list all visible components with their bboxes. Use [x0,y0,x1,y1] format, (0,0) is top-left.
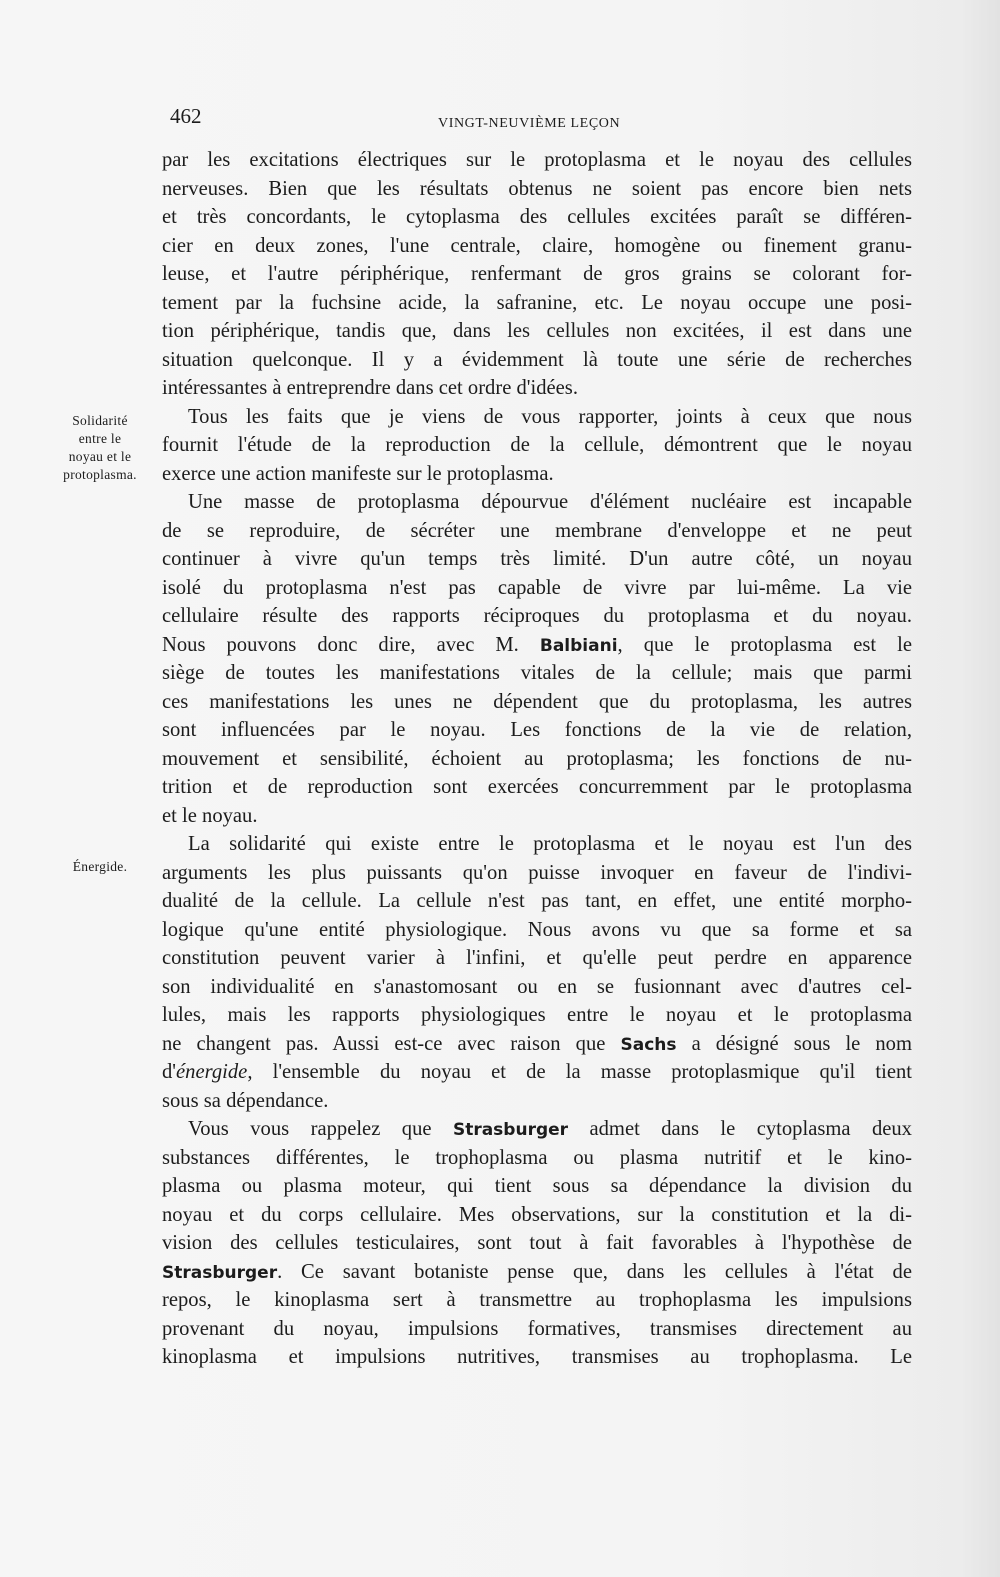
margin-note-energide [48,858,152,876]
text-segment: , que le protoplasma est le [617,633,912,656]
text-line: lules, mais les rapports physiologiques entre le noyau et le protoplasma [162,1004,912,1026]
text-line: leuse, et l'autre périphérique, renfermant de gros grains se colorant for- [162,263,912,285]
text-line [162,1030,912,1059]
author-name-strasburger: Strasburger [162,1262,278,1283]
text-line: La solidarité qui existe entre le protoplasma et le noyau est l'un des [188,833,912,855]
text-line: de se reproduire, de sécréter une membrane d'enveloppe et ne peut [162,519,912,542]
text-segment: ne changent pas. Aussi est-ce avec raison que [162,1032,606,1055]
text-line: fournit l'étude de la reproduction de la cellule, démontrent que le noyau [162,434,912,456]
text-line: constitution peuvent varier à l'infini, et qu'elle peut perdre en apparence [162,947,912,969]
text-line: intéressantes à entreprendre dans cet ordre d'idées. [162,377,578,399]
text-line: tement par la fuchsine acide, la safranine, etc. Le noyau occupe une posi- [162,291,912,314]
text-segment: admet dans le cytoplasma deux [589,1118,912,1140]
text-line: noyau et du corps cellulaire. Mes observations, sur la constitution et la di- [162,1203,912,1226]
text-line: Tous les faits que je viens de vous rapporter, joints à ceux que nous [188,405,912,428]
text-segment: . Ce savant botaniste pense que, dans les cellules à l'état de [277,1260,912,1283]
text-line: arguments les plus puissants qu'on puisse invoquer en faveur de l'indivi- [162,861,912,884]
text-line: exerce une action manifeste sur le protoplasma. [162,462,554,485]
text-line: et le noyau. [162,804,258,827]
author-name-strasburger: Strasburger [452,1120,569,1140]
text-segment: a désigné sous le nom [691,1032,912,1055]
text-line [162,1258,912,1287]
text-line: Une masse de protoplasma dépourvue d'élément nucléaire est incapable [188,491,912,513]
margin-note-line: Solidarité [72,413,128,428]
text-line: repos, le kinoplasma sert à transmettre au trophoplasma les impulsions [162,1289,912,1311]
text-line: sous sa dépendance. [162,1089,329,1112]
text-line: provenant du noyau, impulsions formatives, transmises directement au [162,1317,912,1340]
text-line: sont influencées par le noyau. Les fonctions de la vie de relation, [162,719,912,741]
running-head: VINGT-NEUVIÈME LEÇON [438,116,621,131]
text-line [162,1058,912,1087]
margin-note-line: protoplasma. [63,467,137,482]
text-line: situation quelconque. Il y a évidemment là toute une série de recherches [162,348,912,371]
text-line: siège de toutes les manifestations vitales de la cellule; mais que parmi [162,662,912,684]
text-line: dualité de la cellule. La cellule n'est pas tant, en effet, une entité morpho- [162,890,912,912]
body-text [162,146,912,1372]
text-line [162,1115,912,1144]
text-line: mouvement et sensibilité, échoient au protoplasma; les fonctions de nu- [162,747,912,770]
term-energide: énergide [176,1061,248,1083]
margin-note-line: Énergide. [72,859,128,874]
text-line: tion périphérique, tandis que, dans les cellules non excitées, il est dans une [162,320,912,342]
text-segment: Nous pouvons donc dire, avec M. [162,633,519,656]
text-line: plasma ou plasma moteur, qui tient sous sa dépendance la division du [162,1175,912,1197]
text-line: continuer à vivre qu'un temps très limité. D'un autre côté, un noyau [162,548,912,570]
text-line: logique qu'une entité physiologique. Nous avons vu que sa forme et sa [162,918,912,941]
margin-note-solidarite [48,412,152,484]
text-line: kinoplasma et impulsions nutritives, transmises au trophoplasma. Le [162,1346,912,1368]
text-segment: , l'ensemble du noyau et de la masse protoplasmique qu'il tient [247,1061,912,1083]
text-line: substances différentes, le trophoplasma ou plasma nutritif et le kino- [162,1146,912,1169]
text-line: son individualité en s'anastomosant ou en se fusionnant avec d'autres cel- [162,975,912,998]
text-segment: d' [162,1061,177,1083]
text-line: ces manifestations les unes ne dépendent que du protoplasma, les autres [162,690,912,713]
text-line: cellulaire résulte des rapports réciproques du protoplasma et du noyau. [162,605,912,627]
text-line: trition et de reproduction sont exercées concurremment par le protoplasma [162,776,912,798]
author-name-sachs: Sachs [620,1034,677,1055]
text-line: cier en deux zones, l'une centrale, claire, homogène ou finement granu- [162,234,912,257]
text-line [162,631,912,660]
text-line: nerveuses. Bien que les résultats obtenus ne soient pas encore bien nets [162,177,912,200]
text-line: isolé du protoplasma n'est pas capable de vivre par lui-même. La vie [162,576,912,599]
text-line: par les excitations électriques sur le protoplasma et le noyau des cellules [162,149,912,171]
margin-note-line: entre le [78,431,122,446]
page-number: 462 [170,104,202,128]
text-segment: Vous vous rappelez que [188,1118,432,1140]
author-name-balbiani: Balbiani [539,635,618,656]
text-line: et très concordants, le cytoplasma des cellules excitées paraît se différen- [162,206,912,228]
text-line: vision des cellules testiculaires, sont tout à fait favorables à l'hypothèse de [162,1232,912,1254]
margin-note-line: noyau et le [68,449,132,464]
